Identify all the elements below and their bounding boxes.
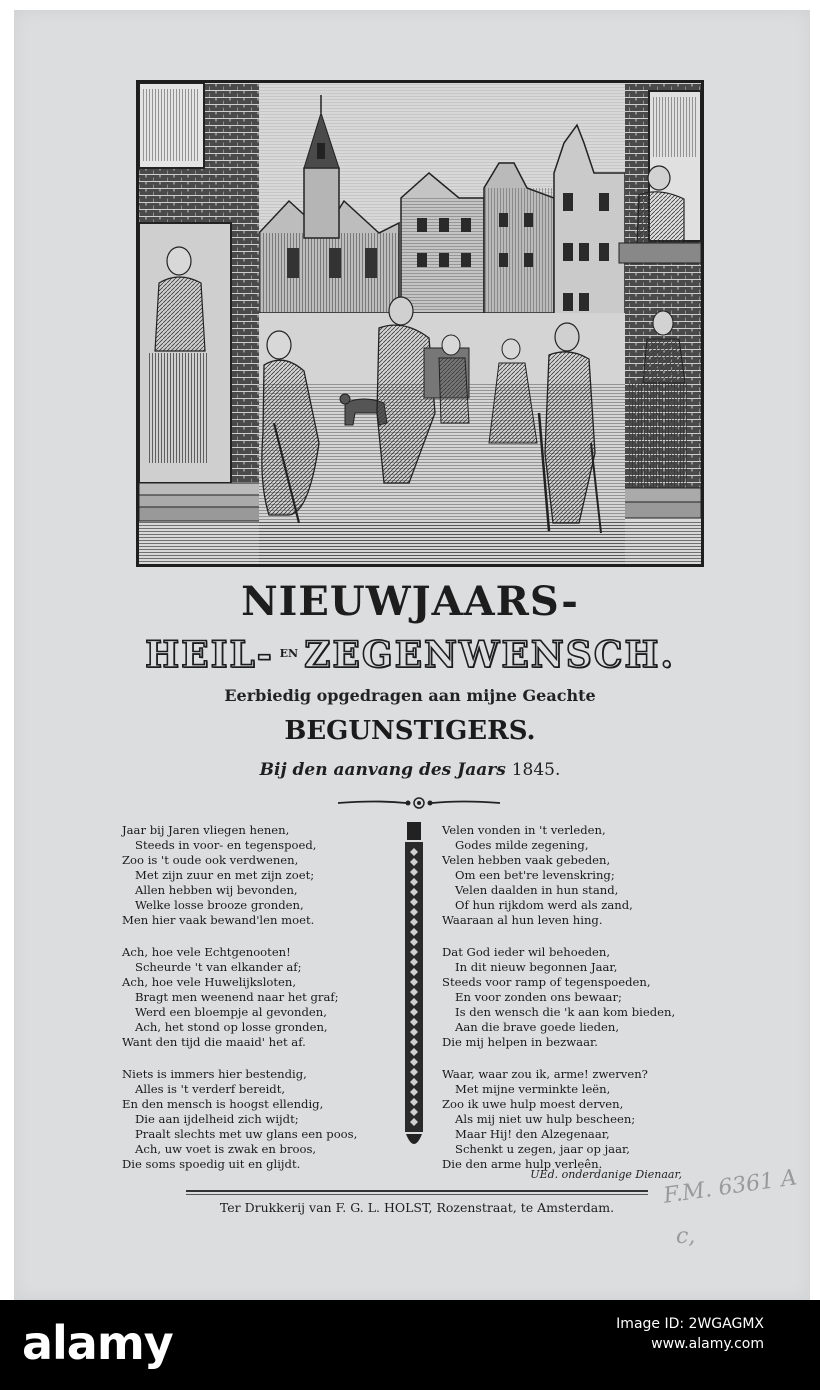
dedication-line: Eerbiedig opgedragen aan mijne Geachte [224, 686, 596, 705]
poem-line: Waaraan al hun leven hing. [442, 913, 603, 927]
poem-line: In dit nieuw begonnen Jaar, [455, 960, 618, 974]
poem-line: En den mensch is hoogst ellendig, [122, 1097, 324, 1111]
poem-line: Zoo is 't oude ook verdwenen, [122, 853, 299, 867]
poem-line: Want den tijd die maaid' het af. [122, 1035, 306, 1049]
stock-id [616, 1314, 764, 1354]
poem-line: Die soms spoedig uit en glijdt. [122, 1157, 301, 1171]
signature: UEd. onderdanige Dienaar, [530, 1168, 682, 1181]
pencil-inventory-mark-2: c, [676, 1224, 696, 1249]
ornament-divider [336, 796, 502, 810]
footer-rule-thin [186, 1194, 648, 1195]
pencil-inventory-mark: F.M. 6361 A [662, 1165, 799, 1209]
poem-stanza [442, 823, 722, 928]
poem-line: Velen hebben vaak gebeden, [442, 853, 611, 867]
year-line-text: Bij den aanvang des Jaars [259, 760, 506, 780]
poem-line: Dat God ieder wil behoeden, [442, 945, 611, 959]
poem-line: Schenkt u zegen, jaar op jaar, [455, 1142, 630, 1156]
poem-line: Niets is immers hier bestendig, [122, 1067, 307, 1081]
title-line-1: NIEUWJAARS- [241, 578, 579, 625]
poem-stanza [442, 945, 722, 1050]
stock-image-id: Image ID: 2WGAGMX [616, 1316, 764, 1332]
title-line-2 [0, 634, 820, 676]
poem-right-column [442, 823, 722, 1189]
patrons-heading: BEGUNSTIGERS. [284, 716, 536, 746]
poem-line: Velen vonden in 't verleden, [442, 823, 606, 837]
poem-line: Aan die brave goede lieden, [455, 1020, 620, 1034]
poem-line: Welke losse brooze gronden, [135, 898, 304, 912]
printer-imprint: Ter Drukkerij van F. G. L. HOLST, Rozenstraat, te Amsterdam. [219, 1200, 615, 1215]
year-number: 1845. [511, 760, 561, 780]
poem-line: Of hun rijkdom werd als zand, [455, 898, 633, 912]
poem-line: Alles is 't verderf bereidt, [135, 1082, 286, 1096]
poem-line: Als mij niet uw hulp bescheen; [455, 1112, 636, 1126]
poem-line: Steeds in voor- en tegenspoed, [135, 838, 317, 852]
stock-site: www.alamy.com [651, 1336, 764, 1352]
poem-line: Ach, hoe vele Huwelijksloten, [122, 975, 297, 989]
ornamental-column-divider [402, 822, 426, 1154]
poem-line: Steeds voor ramp of tegenspoeden, [442, 975, 651, 989]
footer-rule [186, 1190, 648, 1192]
year-line [0, 760, 820, 780]
title-en: EN [279, 647, 299, 660]
poem-line: Met zijn zuur en met zijn zoet; [135, 868, 315, 882]
poem-line: Die aan ijdelheid zich wijdt; [135, 1112, 299, 1126]
poem-line: Om een bet're levenskring; [455, 868, 615, 882]
poem-line: Jaar bij Jaren vliegen henen, [122, 823, 290, 837]
poem-line: Allen hebben wij bevonden, [135, 883, 298, 897]
poem-line: Godes milde zegening, [455, 838, 589, 852]
poem-stanza [122, 945, 402, 1050]
poem-line: Zoo ik uwe hulp moest derven, [442, 1097, 624, 1111]
poem-stanza [122, 1067, 402, 1172]
poem-line: Ach, hoe vele Echtgenooten! [122, 945, 291, 959]
woodcut-illustration [136, 80, 704, 567]
poem-line: Waar, waar zou ik, arme! zwerven? [442, 1067, 648, 1081]
poem-line: Scheurde 't van elkander af; [135, 960, 302, 974]
poem-stanza [442, 1067, 722, 1172]
poem-line: Men hier vaak bewand'len moet. [122, 913, 315, 927]
stock-logo: alamy [22, 1316, 173, 1370]
poem-line: Ach, uw voet is zwak en broos, [135, 1142, 317, 1156]
poem-line: Ach, het stond op losse gronden, [135, 1020, 328, 1034]
poem-line: Maar Hij! den Alzegenaar, [455, 1127, 610, 1141]
poem-line: Bragt men weenend naar het graf; [135, 990, 339, 1004]
poem-line: Praalt slechts met uw glans een poos, [135, 1127, 358, 1141]
poem-line: Is den wensch die 'k aan kom bieden, [455, 1005, 676, 1019]
title-zegenwensch: ZEGENWENSCH. [304, 634, 675, 676]
stock-banner [0, 1300, 820, 1390]
poem-left-column [122, 823, 402, 1189]
poem-stanza [122, 823, 402, 928]
poem-line: Die mij helpen in bezwaar. [442, 1035, 598, 1049]
title-heil: HEIL- [145, 634, 274, 676]
poem-line: Werd een bloempje al gevonden, [135, 1005, 327, 1019]
street-scene-woodcut [139, 83, 701, 564]
poem-line: Die den arme hulp verleên. [442, 1157, 603, 1171]
poem-line: Met mijne verminkte leën, [455, 1082, 611, 1096]
poem-line: Velen daalden in hun stand, [455, 883, 619, 897]
poem-line: En voor zonden ons bewaar; [455, 990, 622, 1004]
